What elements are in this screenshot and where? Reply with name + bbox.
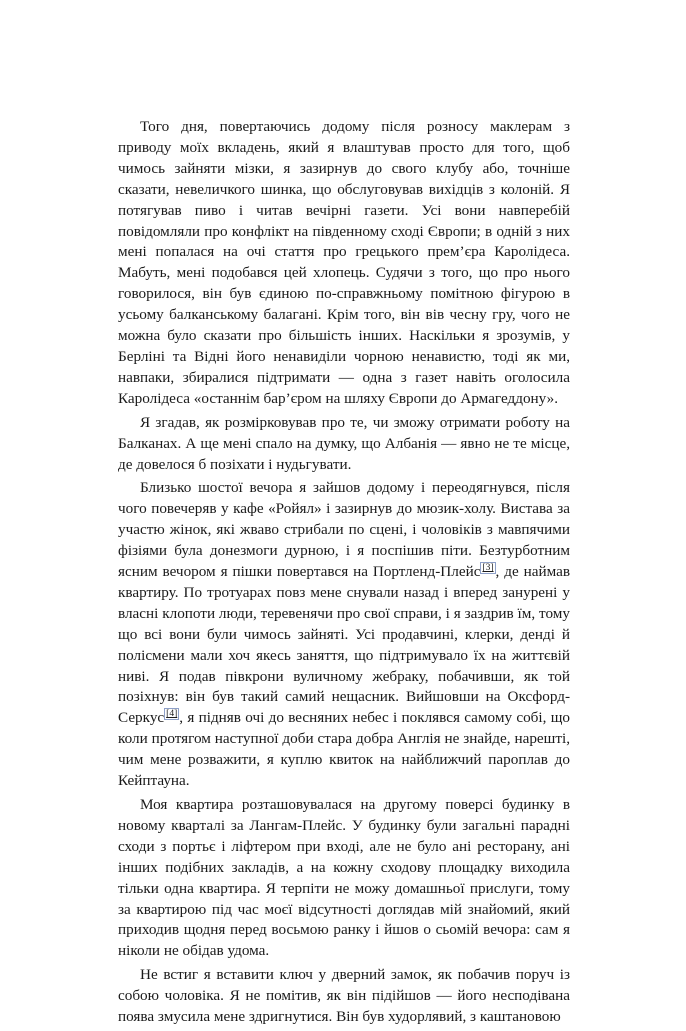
footnote-link-3[interactable]: [3] bbox=[482, 562, 494, 573]
paragraph-1: Того дня, повертаючись додому після розносу маклерам з приводу моїх вкладень, який я влаштував просто для того, щоб чимось зайняти мізки, я зазирнув до свого клубу або, точніше сказати, невеличкого шинка, що обслуговував вихідців з колоній. Я потягував пиво і читав вечірні газети. Усі вони навперебій повідомляли про конфлікт на південному сході Європи; в одній з них мені попалася на очі стаття про грецького прем’єра Каролідеса. Мабуть, мені подобався цей хлопець. Судячи з того, що про нього говорилося, він був єдиною по-справжньому помітною фігурою в усьому балканському балагані. Крім того, він вів чесну гру, чого не можна було сказати про більшість інших. Наскільки я зрозумів, у Берліні та Відні його ненавиділи чорною ненавистю, тоді як ми, навпаки, збиралися підтримати — одна з газет навіть оголосила Каролідеса «останнім бар’єром на шляху Європи до Армагеддону». bbox=[118, 118, 570, 407]
paragraph-3 bbox=[118, 478, 570, 792]
paragraph-2: Я згадав, як розмірковував про те, чи зможу отримати роботу на Балканах. А ще мені спало на думку, що Албанія — явно не те місце, де довелося б позіхати і нудьгувати. bbox=[118, 413, 570, 473]
paragraph-5: Не встиг я вставити ключ у дверний замок, як побачив поруч із собою чоловіка. Я не помітив, як він підійшов — його несподівана поява змусила мене здригнутися. Він був худорлявий, з каштановою bbox=[118, 966, 570, 1026]
paragraph-3-part-c: , я підняв очі до весняних небес і поклявся самому собі, що коли протягом наступної доби стара добра Англія не знайде, нарешті, чим мене розважити, я куплю квиток на найближчий пароплав до Кейптауна. bbox=[118, 709, 570, 790]
paragraph-3-part-b: , де наймав квартиру. По тротуарах повз мене снували назад і вперед занурені у власні клопоти люди, теревенячи про свої справи, і я заздрив їм, тому що всі вони були чимось зайняті. Усі продавчині, клерки, денді й полісмени мали хоч якесь заняття, що підтримувало їх на життєвій ниві. Я подав півкрони вуличному жебраку, побачивши, як той позіхнув: він був такий самий нещасник. Вийшовши на Оксфорд-Серкус bbox=[118, 563, 570, 727]
footnote-link-4[interactable]: [4] bbox=[166, 709, 178, 720]
paragraph-4: Моя квартира розташовувалася на другому поверсі будинку в новому кварталі за Лангам-Плейс. У будинку були загальні парадні сходи з портьє і ліфтером при вході, але не було ані ресторану, ані інших подібних закладів, а на кожну сходову площадку виходила тільки одна квартира. Я терпіти не можу домашньої прислуги, тому за квартирою під час моєї відсутності доглядав мій знайомий, який приходив щодня перед восьмою ранку і йшов о сьомій вечора: сам я ніколи не обідав удома. bbox=[118, 796, 570, 960]
paragraph-3-part-a: Близько шостої вечора я зайшов додому і переодягнувся, після чого повечеряв у кафе «Ройял» і зазирнув до мюзик-холу. Вистава за участю жінок, які жваво стрибали по сцені, і чоловіків з мавпячими фізіями була донезмоги дурною, і я поспішив піти. Безтурботним ясним вечором я пішки повертався на Портленд-Плейс bbox=[118, 479, 570, 581]
document-page bbox=[118, 117, 570, 1031]
